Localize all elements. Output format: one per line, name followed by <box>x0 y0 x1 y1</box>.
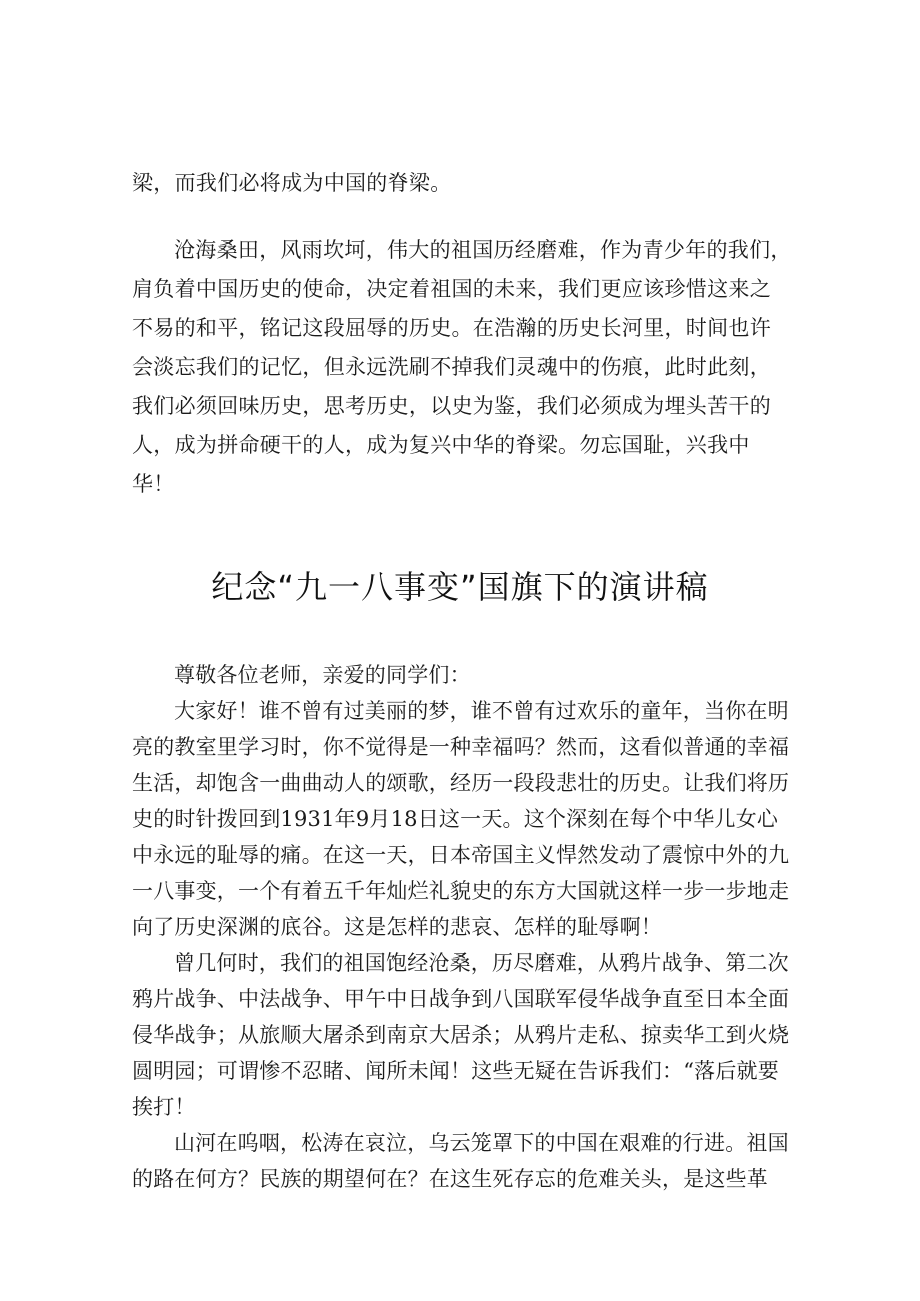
speech-paragraph-2: 曾几何时，我们的祖国饱经沧桑，历尽磨难，从鸦片战争、第二次鸦片战争、中法战争、甲午中日战争到八国联军侵华战争直至日本全面侵华战争；从旅顺大屠杀到南京大居杀；从鸦片走私、掠卖华工到火烧圆明园；可谓惨不忍睹、闻所未闻！这些无疑在告诉我们：“落后就要挨打！ <box>132 951 790 1119</box>
speech-greeting: 尊敬各位老师，亲爱的同学们： <box>174 663 471 687</box>
speech-paragraph-3: 山河在呜咽，松涛在哀泣，乌云笼罩下的中国在艰难的行进。祖国的路在何方？民族的期望何在？在这生死存忘的危难关头，是这些革 <box>132 1131 789 1191</box>
speech-paragraph-1: 大家好！谁不曾有过美丽的梦，谁不曾有过欢乐的童年，当你在明亮的教室里学习时，你不觉得是一种幸福吗？然而，这看似普通的幸福生活，却饱含一曲曲动人的颂歌，经历一段段悲壮的历史。让我们将历史的时针拨回到1931年9月18日这一天。这个深刻在每个中华儿女心中永远的耻辱的痛。在这一天，日本帝国主义悍然发动了震惊中外的九一八事变，一个有着五千年灿烂礼貌史的东方大国就这样一步一步地走向了历史深渊的底谷。这是怎样的悲哀、怎样的耻辱啊！ <box>132 699 790 939</box>
speech-title: 纪念“九一八事变”国旗下的演讲稿 <box>211 568 709 606</box>
intro-paragraph: 沧海桑田，风雨坎坷，伟大的祖国历经磨难，作为青少年的我们，肩负着中国历史的使命，决定着祖国的未来，我们更应该珍惜这来之不易的和平，铭记这段屈辱的历史。在浩瀚的历史长河里，时间也许会淡忘我们的记忆，但永远洗刷不掉我们灵魂中的伤痕，此时此刻，我们必须回味历史，思考历史，以史为鉴，我们必须成为埋头苦干的人，成为拼命硬干的人，成为复兴中华的脊梁。勿忘国耻，兴我中华！ <box>132 238 792 496</box>
intro-section <box>132 164 792 504</box>
speech-body <box>132 657 792 1197</box>
paragraph-gap <box>132 203 792 231</box>
intro-line: 梁，而我们必将成为中国的脊梁。 <box>132 171 452 195</box>
